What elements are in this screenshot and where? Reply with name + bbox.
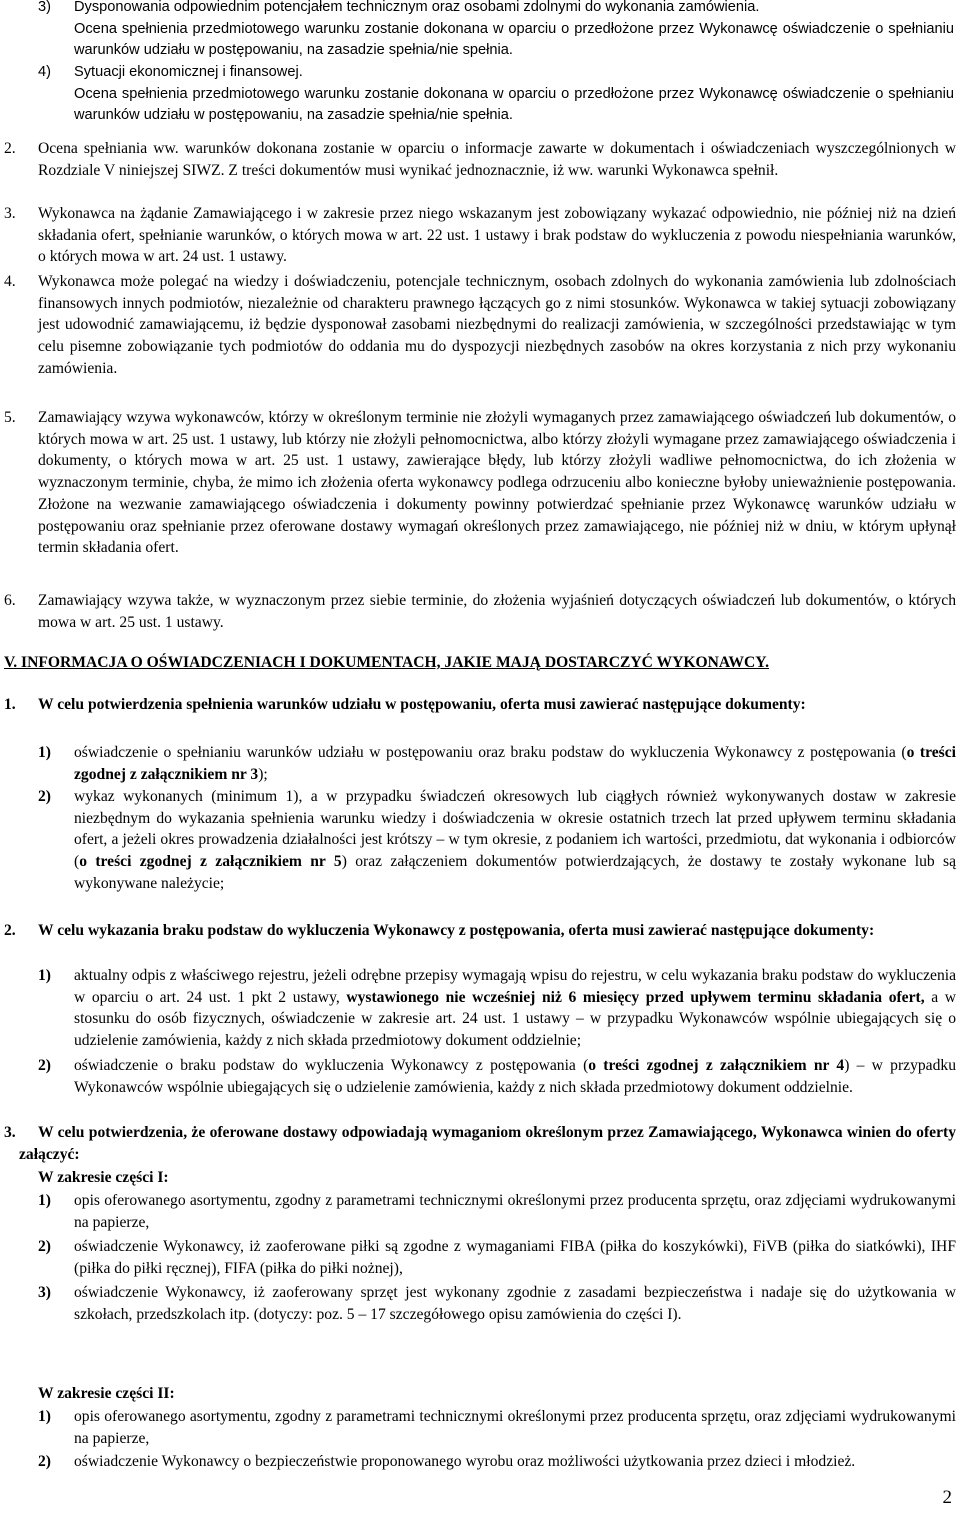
item-text: ) – w przypadku Wykonawców wspólnie ubiegających się o udzielenie zamówienia, każdy z nich składa przedmiotowy dokument oddzielnie. (74, 1057, 956, 1096)
document-item: opis oferowanego asortymentu, zgodny z parametrami technicznymi określonymi przez producenta sprzętu, oraz zdjęciami wydrukowanymi na papierze, (74, 1192, 956, 1231)
point-text: Zamawiający wzywa także, w wyznaczonym przez siebie terminie, do złożenia wyjaśnień dotyczących oświadczeń lub dokumentów, o których mowa w art. 25 ust. 1 ustawy. (38, 592, 956, 631)
subsection-heading: W celu potwierdzenia, że oferowane dostawy odpowiadają wymaganiom określonym przez Zamawiającego, Wykonawca winien do oferty załączyć: (19, 1124, 956, 1163)
attachment-reference: o treści zgodnej z załącznikiem nr 4 (588, 1057, 845, 1074)
point-text: Zamawiający wzywa wykonawców, którzy w określonym terminie nie złożyli wymaganych przez zamawiającego oświadczeń lub dokumentów, o których mowa w art. 25 ust. 1 ustawy, lub którzy nie złożyli pełnomocnictwa, albo którzy złożyli wymagane przez zamawiającego oświadczenia i dokumenty, o których mowa w art. 25 ust. 1 ustawy, zawierające błędy, lub którzy złożyli wadliwe pełnomocnictwa, do ich złożenia w wyznaczonym terminie, chyba, że mimo ich złożenia oferta wykonawcy podlega odrzuceniu albo konieczne byłoby unieważnienie postępowania. Złożone na wezwanie zamawiającego oświadczenia i dokumenty powinny potwierdzać spełnianie przez Wykonawcę warunków udziału w postępowaniu oraz spełnianie przez oferowane dostawy wymagań określonych przez zamawiającego, nie później niż w dniu, w którym upłynął termin składania ofert. (38, 409, 956, 557)
point-number: 4. (4, 273, 16, 290)
item-text: aktualny odpis z właściwego rejestru, jeżeli odrębne przepisy wymagają wpisu do rejestru, w celu wykazania braku podstaw do wykluczenia w oparciu o art. 24 ust. 1 pkt 2 ustawy, (74, 967, 956, 1006)
point-6 (38, 590, 956, 633)
document-item (74, 742, 956, 785)
document-item: oświadczenie Wykonawcy, iż zaoferowany sprzęt jest wykonany zgodnie z zasadami bezpieczeństwa i nadaje się do użytkowania w szkołach, przedszkolach itp. (dotyczy: poz. 5 – 17 szczegółowego opisu zamówienia do części I). (74, 1284, 956, 1323)
document-item: oświadczenie Wykonawcy, iż zaoferowane piłki są zgodne z wymaganiami FIBA (piłka do koszykówki), FiVB (piłka do siatkówki), IHF (piłka do piłki ręcznej), FIFA (piłka do piłki nożnej), (74, 1238, 956, 1277)
point-number: 2. (4, 140, 16, 157)
condition-evaluation: Ocena spełnienia przedmiotowego warunku zostanie dokonana w oparciu o przedłożone przez Wykonawcę oświadczenie o spełnianiu warunków udziału w postępowaniu, na zasadzie spełnia/nie spełnia. (74, 20, 954, 59)
item-text: ); (258, 765, 268, 783)
point-number: 3. (4, 205, 16, 222)
document-item (74, 965, 956, 1052)
subsection-heading: W celu potwierdzenia spełnienia warunków udziału w postępowaniu, oferta musi zawierać następujące dokumenty: (38, 696, 806, 713)
point-5 (38, 407, 956, 559)
point-text: Wykonawca na żądanie Zamawiającego i w zakresie przez niego wskazanym jest zobowiązany wykazać odpowiednio, nie później niż na dzień składania ofert, spełnianie warunków, o których mowa w art. 22 ust. 1 ustawy i brak podstaw do wykluczenia z powodu niespełniania warunków, o których mowa w art. 24 ust. 1 ustawy. (38, 205, 956, 266)
attachment-reference: o treści zgodnej z załącznikiem nr 3 (74, 744, 956, 783)
item-number: 4) (38, 64, 51, 80)
condition-text: Dysponowania odpowiednim potencjałem technicznym oraz osobami zdolnymi do wykonania zamówienia. (74, 0, 760, 15)
section-heading: V. INFORMACJA O OŚWIADCZENIACH I DOKUMENTACH, JAKIE MAJĄ DOSTARCZYĆ WYKONAWCY. (4, 654, 770, 671)
item-text: oświadczenie o braku podstaw do wykluczenia Wykonawcy z postępowania ( (74, 1057, 589, 1074)
item-number: 3) (38, 0, 51, 15)
item-number: 1) (38, 967, 51, 984)
item-text: oświadczenie o spełnianiu warunków udziału w postępowaniu oraz braku podstaw do wykluczenia Wykonawcy z postępowania ( (74, 744, 907, 761)
item-emphasis: wystawionego nie wcześniej niż 6 miesięcy przed upływem terminu składania ofert, (346, 988, 925, 1006)
item-text: ) oraz załączeniem dokumentów potwierdzających, że dostawy te zostały wykonane lub są wykonywane należycie; (74, 853, 956, 892)
document-item: oświadczenie Wykonawcy o bezpieczeństwie proponowanego wyrobu oraz możliwości użytkowania przez dzieci i młodzież. (74, 1453, 856, 1470)
attachment-reference: o treści zgodnej z załącznikiem nr 5 (79, 853, 342, 871)
item-number: 1) (38, 1408, 51, 1425)
condition-evaluation: Ocena spełnienia przedmiotowego warunku zostanie dokonana w oparciu o przedłożone przez Wykonawcę oświadczenie o spełnianiu warunków udziału w postępowaniu, na zasadzie spełnia/nie spełnia. (74, 85, 954, 124)
item-number: 2) (38, 1057, 51, 1074)
part-label: W zakresie części II: (38, 1385, 175, 1402)
page-number: 2 (942, 1487, 952, 1508)
subsection-number: 1. (4, 696, 16, 713)
point-2 (38, 138, 956, 181)
point-text: Wykonawca może polegać na wiedzy i doświadczeniu, potencjale technicznym, osobach zdolnych do wykonania zamówienia lub zdolnościach finansowych innych podmiotów, niezależnie od charakteru prawnego łączących go z nimi stosunków. Wykonawca w takiej sytuacji zobowiązany jest udowodnić zamawiającemu, iż będzie dysponował zasobami niezbędnymi do realizacji zamówienia, w szczególności przedstawiając w tym celu pisemne zobowiązanie tych podmiotów do oddania mu do dyspozycji niezbędnych zasobów na okres korzystania z nich przy wykonaniu zamówienia. (38, 273, 956, 377)
item-number: 2) (38, 1453, 51, 1470)
document-item: opis oferowanego asortymentu, zgodny z parametrami technicznymi określonymi przez producenta sprzętu, oraz zdjęciami wydrukowanymi na papierze, (74, 1408, 956, 1447)
condition-item-financial (74, 62, 954, 127)
point-4 (38, 271, 956, 380)
subsection-number: 3. (4, 1124, 16, 1141)
item-number: 3) (38, 1284, 51, 1301)
item-number: 1) (38, 1192, 51, 1209)
point-3 (38, 203, 956, 268)
condition-text: Sytuacji ekonomicznej i finansowej. (74, 64, 303, 80)
item-number: 1) (38, 744, 51, 761)
subsection-heading: W celu wykazania braku podstaw do wykluczenia Wykonawcy z postępowania, oferta musi zawierać następujące dokumenty: (38, 922, 875, 939)
point-number: 5. (4, 409, 16, 426)
point-number: 6. (4, 592, 16, 609)
document-item (74, 786, 956, 895)
document-item (74, 1055, 956, 1098)
item-number: 2) (38, 1238, 51, 1255)
point-text: Ocena spełniania ww. warunków dokonana zostanie w oparciu o informacje zawarte w dokumentach i oświadczeniach wyszczególnionych w Rozdziale V niniejszej SIWZ. Z treści dokumentów musi wynikać jednoznacznie, iż ww. warunki Wykonawca spełnił. (38, 140, 956, 179)
item-text: a w stosunku do osób fizycznych, oświadczenie w zakresie art. 24 ust. 1 ustawy – w przypadku Wykonawców wspólnie ubiegających się o udzielenie zamówienia, każdy z nich składa przedmiotowy dokument oddzielnie; (74, 988, 956, 1050)
part-label: W zakresie części I: (38, 1169, 169, 1186)
condition-item-technical (74, 0, 954, 62)
subsection-number: 2. (4, 922, 16, 939)
item-number: 2) (38, 788, 51, 805)
item-text: wykaz wykonanych (minimum 1), a w przypadku świadczeń okresowych lub ciągłych również wykonywanych dostaw w zakresie niezbędnym do wykazania spełnienia warunku wiedzy i doświadczenia w okresie ostatnich trzech lat przed upływem terminu składania ofert, a jeżeli okres prowadzenia działalności jest krótszy – w tym okresie, z podaniem ich wartości, przedmiotu, dat wykonania i odbiorców ( (74, 788, 956, 871)
